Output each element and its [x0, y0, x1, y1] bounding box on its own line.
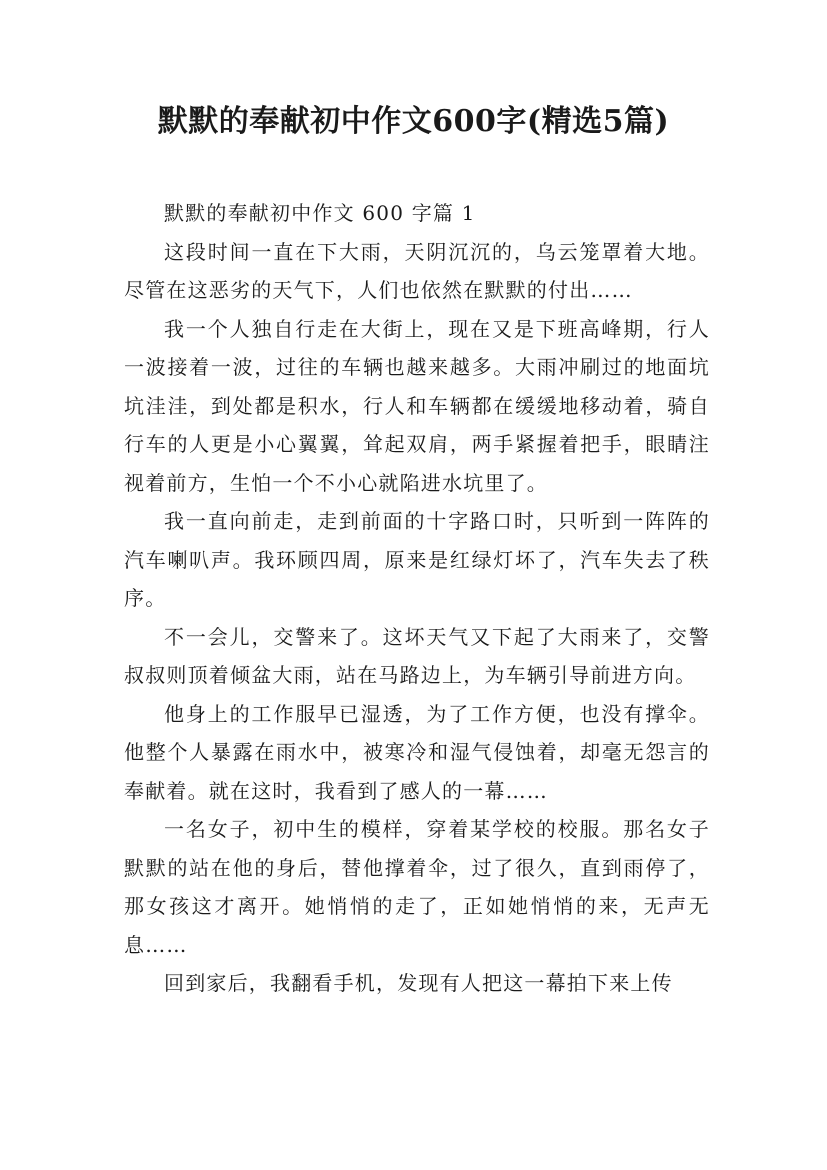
paragraph: 他身上的工作服早已湿透，为了工作方便，也没有撑伞。他整个人暴露在雨水中，被寒冷和湿气侵蚀着，却毫无怨言的奉献着。就在这时，我看到了感人的一幕……: [124, 701, 710, 803]
paragraph: 不一会儿，交警来了。这坏天气又下起了大雨来了，交警叔叔则顶着倾盆大雨，站在马路边上，为车辆引导前进方向。: [124, 624, 710, 687]
paragraph: 我一直向前走，走到前面的十字路口时，只听到一阵阵的汽车喇叭声。我环顾四周，原来是红绿灯坏了，汽车失去了秩序。: [124, 509, 710, 610]
paragraph: 一名女子，初中生的模样，穿着某学校的校服。那名女子默默的站在他的身后，替他撑着伞，过了很久，直到雨停了，那女孩这才离开。她悄悄的走了，正如她悄悄的来，无声无息……: [124, 817, 710, 957]
article-body: [124, 194, 710, 1003]
section-heading: 默默的奉献初中作文 600 字篇 1: [164, 201, 476, 225]
paragraph: 回到家后，我翻看手机，发现有人把这一幕拍下来上传: [164, 971, 673, 995]
paragraph: 我一个人独自行走在大街上，现在又是下班高峰期，行人一波接着一波，过往的车辆也越来越多。大雨冲刷过的地面坑坑洼洼，到处都是积水，行人和车辆都在缓缓地移动着，骑自行车的人更是小心翼翼，耸起双肩，两手紧握着把手，眼睛注视着前方，生怕一个不小心就陷进水坑里了。: [124, 316, 710, 495]
page-title: 默默的奉献初中作文600字(精选5篇): [157, 104, 670, 139]
paragraph: 这段时间一直在下大雨，天阴沉沉的，乌云笼罩着大地。尽管在这恶劣的天气下，人们也依然在默默的付出……: [124, 239, 710, 302]
